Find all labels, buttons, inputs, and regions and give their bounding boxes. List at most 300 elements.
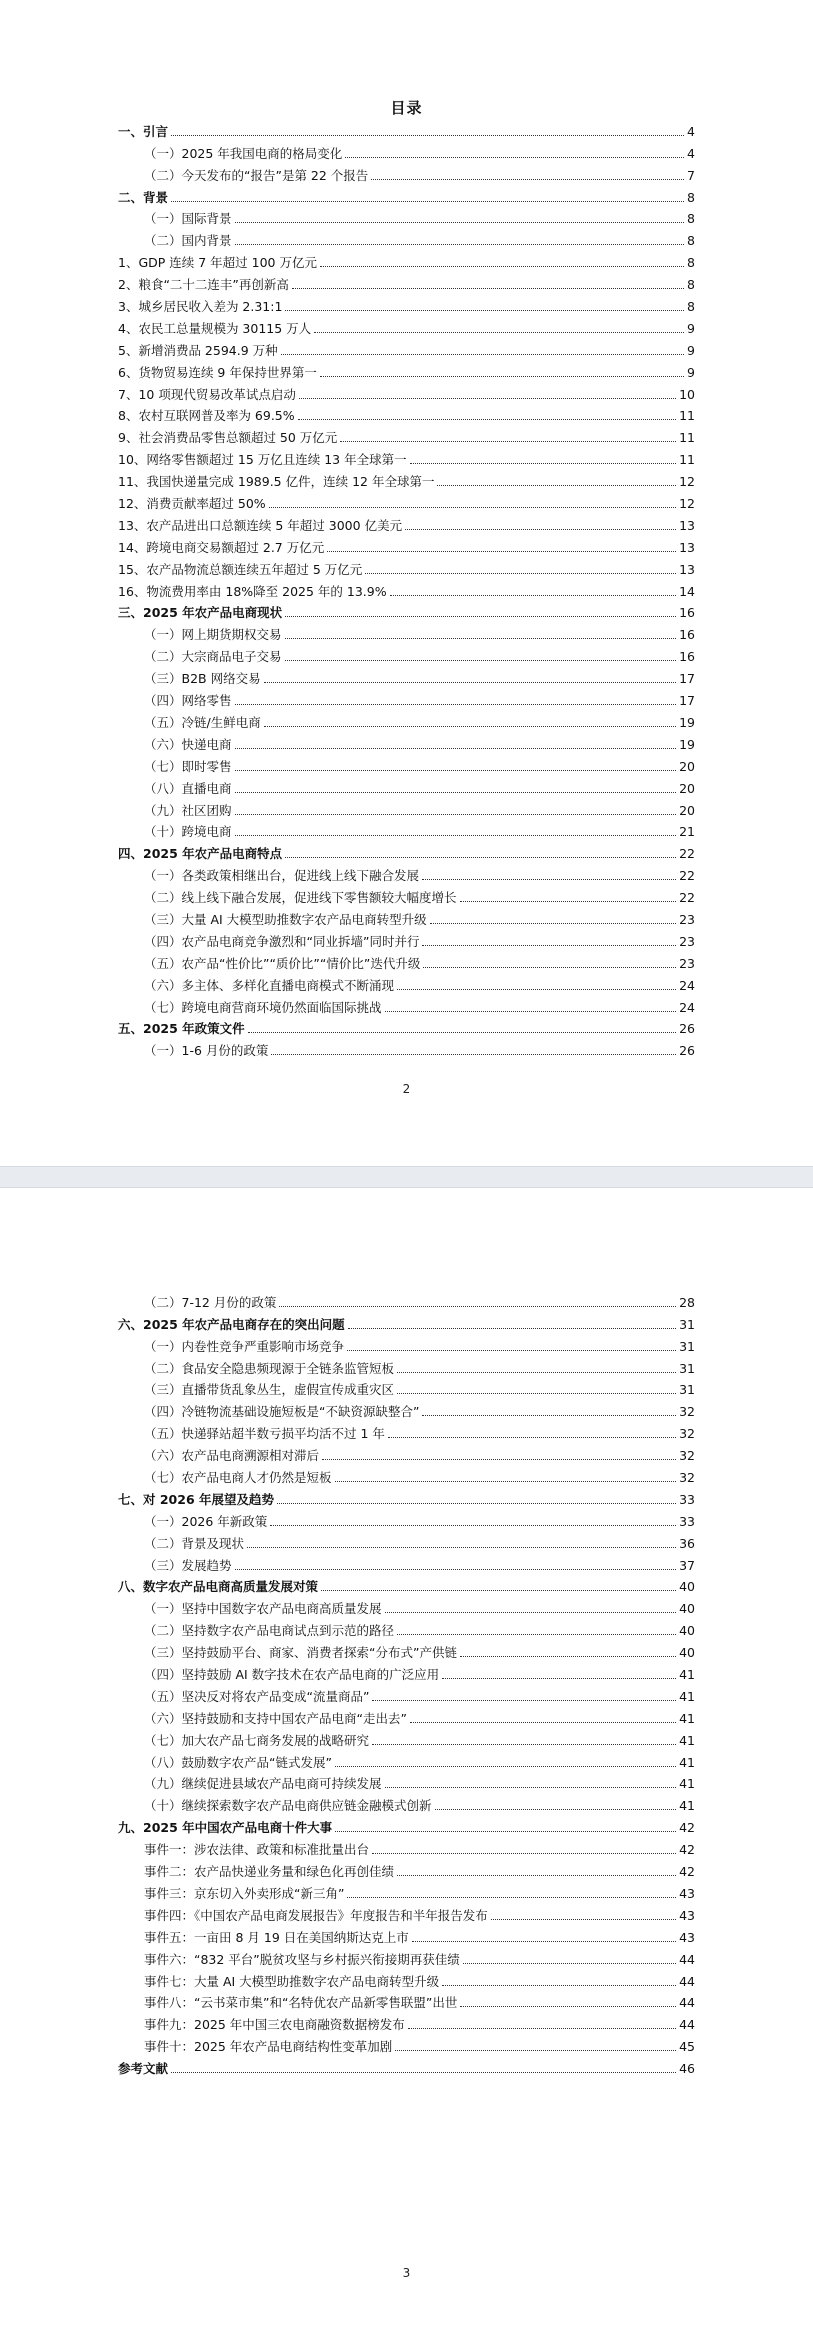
toc-leader-dots xyxy=(285,615,676,617)
toc-leader-dots xyxy=(235,703,677,705)
toc-entry-text: （二）国内背景 xyxy=(144,233,232,249)
toc-entry[interactable] xyxy=(118,1397,695,1419)
toc-entry-page: 40 xyxy=(679,1579,695,1595)
toc-leader-dots xyxy=(285,856,676,858)
toc-leader-dots xyxy=(171,134,684,136)
toc-entry[interactable] xyxy=(118,183,695,205)
toc-entry-page: 8 xyxy=(687,189,695,205)
toc-entry-text: （四）坚持鼓励 AI 数字技术在农产品电商的广泛应用 xyxy=(144,1667,440,1683)
toc-leader-dots xyxy=(397,1371,676,1373)
toc-leader-dots xyxy=(397,1874,676,1876)
toc-entry[interactable] xyxy=(118,2010,695,2032)
toc-leader-dots xyxy=(264,725,676,727)
toc-entry-page: 10 xyxy=(679,386,695,402)
toc-entry-text: 事件一：涉农法律、政策和标准批量出台 xyxy=(144,1842,370,1858)
toc-leader-dots xyxy=(285,637,677,639)
toc-entry-page: 22 xyxy=(679,890,695,906)
toc-entry-page: 11 xyxy=(679,430,695,446)
toc-entry-page: 43 xyxy=(679,1907,695,1923)
toc-entry-page: 4 xyxy=(687,123,695,139)
toc-entry-page: 26 xyxy=(679,1021,695,1037)
toc-entry-page: 37 xyxy=(679,1557,695,1573)
toc-entry-text: （四）农产品电商竞争激烈和“同业拆墙”同时并行 xyxy=(144,933,420,949)
toc-entry-page: 13 xyxy=(679,539,695,555)
toc-entry-text: 事件九：2025 年中国三农电商融资数据榜发布 xyxy=(144,2017,405,2033)
toc-entry-page: 31 xyxy=(679,1382,695,1398)
toc-entry[interactable] xyxy=(118,380,695,402)
toc-entry-text: 事件五：一亩田 8 月 19 日在美国纳斯达克上市 xyxy=(144,1929,409,1945)
toc-leader-dots xyxy=(314,331,684,333)
toc-title: 目录 xyxy=(390,99,423,117)
toc-leader-dots xyxy=(422,878,676,880)
toc-entry-text: （三）发展趋势 xyxy=(144,1557,232,1573)
toc-entry[interactable] xyxy=(118,1813,695,1835)
toc-entry[interactable] xyxy=(118,1879,695,1901)
toc-entry[interactable] xyxy=(118,796,695,818)
toc-entry-page: 41 xyxy=(679,1754,695,1770)
toc-entry-page: 41 xyxy=(679,1776,695,1792)
toc-leader-dots xyxy=(269,506,676,508)
toc-entry-text: 14、跨境电商交易额超过 2.7 万亿元 xyxy=(118,539,325,555)
toc-leader-dots xyxy=(410,1721,676,1723)
toc-entry[interactable] xyxy=(118,1594,695,1616)
toc-entry[interactable] xyxy=(118,1901,695,1923)
toc-entry-text: （二）坚持数字农产品电商试点到示范的路径 xyxy=(144,1623,395,1639)
toc-entry-page: 42 xyxy=(679,1820,695,1836)
toc-leader-dots xyxy=(285,309,684,311)
page-number: 3 xyxy=(402,2266,411,2280)
toc-entry-text: 参考文献 xyxy=(118,2061,169,2077)
toc-leader-dots xyxy=(270,1524,676,1526)
toc-entry-page: 24 xyxy=(679,999,695,1015)
toc-entry-page: 8 xyxy=(687,233,695,249)
toc-entry-text: （一）各类政策相继出台，促进线上线下融合发展 xyxy=(144,868,420,884)
toc-leader-dots xyxy=(235,834,677,836)
toc-entry[interactable] xyxy=(118,358,695,380)
toc-leader-dots xyxy=(347,1896,676,1898)
page-number: 2 xyxy=(402,1082,411,1096)
toc-entry-text: （二）今天发布的“报告”是第 22 个报告 xyxy=(144,167,369,183)
toc-entry[interactable] xyxy=(118,620,695,642)
toc-entry-text: 七、对 2026 年展望及趋势 xyxy=(118,1491,274,1507)
toc-entry[interactable] xyxy=(118,1682,695,1704)
toc-entry-text: （一）2026 年新政策 xyxy=(144,1513,268,1529)
toc-leader-dots xyxy=(412,1940,676,1942)
toc-entry-page: 8 xyxy=(687,255,695,271)
toc-entry[interactable] xyxy=(118,599,695,621)
toc-leader-dots xyxy=(345,156,684,158)
toc-entry[interactable] xyxy=(118,905,695,927)
toc-entry[interactable] xyxy=(118,1529,695,1551)
toc-entry-text: （八）直播电商 xyxy=(144,780,232,796)
toc-entry[interactable] xyxy=(118,248,695,270)
toc-entry-text: 1、GDP 连续 7 年超过 100 万亿元 xyxy=(118,255,317,271)
toc-entry-text: 九、2025 年中国农产品电商十件大事 xyxy=(118,1820,333,1836)
toc-leader-dots xyxy=(385,1611,677,1613)
toc-entry-page: 19 xyxy=(679,736,695,752)
toc-entry-text: （四）冷链物流基础设施短板是“不缺资源缺整合” xyxy=(144,1404,420,1420)
toc-leader-dots xyxy=(277,1502,676,1504)
toc-leader-dots xyxy=(335,1765,676,1767)
toc-entry-page: 44 xyxy=(679,1951,695,1967)
toc-entry-text: （一）1-6 月份的政策 xyxy=(144,1043,269,1059)
toc-entry[interactable] xyxy=(118,1332,695,1354)
toc-entry[interactable] xyxy=(118,1770,695,1792)
toc-leader-dots xyxy=(460,2005,676,2007)
toc-leader-dots xyxy=(281,353,684,355)
toc-entry-text: 3、城乡居民收入差为 2.31:1 xyxy=(118,299,283,315)
toc-entry[interactable] xyxy=(118,161,695,183)
toc-leader-dots xyxy=(335,1830,676,1832)
toc-entry-text: 5、新增消费品 2594.9 万种 xyxy=(118,342,278,358)
toc-entry-text: （三）直播带货乱象丛生，虚假宣传成重灾区 xyxy=(144,1382,395,1398)
toc-entry-text: （一）网上期货期权交易 xyxy=(144,627,282,643)
toc-leader-dots xyxy=(442,1677,676,1679)
toc-entry[interactable] xyxy=(118,1704,695,1726)
toc-entry-text: （十）跨境电商 xyxy=(144,824,232,840)
toc-leader-dots xyxy=(299,397,676,399)
toc-entry-text: （三）大量 AI 大模型助推数字农产品电商转型升级 xyxy=(144,911,427,927)
toc-entry[interactable] xyxy=(118,292,695,314)
toc-entry-page: 41 xyxy=(679,1667,695,1683)
toc-entry-page: 44 xyxy=(679,1973,695,1989)
toc-entry-text: （六）多主体、多样化直播电商模式不断涌现 xyxy=(144,977,395,993)
toc-entry-text: （七）农产品电商人才仍然是短板 xyxy=(144,1470,332,1486)
toc-entry[interactable] xyxy=(118,533,695,555)
toc-entry-page: 8 xyxy=(687,277,695,293)
toc-entry[interactable] xyxy=(118,1463,695,1485)
toc-entry[interactable] xyxy=(118,708,695,730)
toc-leader-dots xyxy=(397,988,676,990)
toc-leader-dots xyxy=(372,1699,676,1701)
toc-entry-text: （十）继续探索数字农产品电商供应链金融模式创新 xyxy=(144,1798,432,1814)
toc-entry-page: 32 xyxy=(679,1448,695,1464)
toc-entry-text: （六）坚持鼓励和支持中国农产品电商“走出去” xyxy=(144,1710,407,1726)
toc-entry-text: （五）冷链/生鲜电商 xyxy=(144,714,261,730)
toc-leader-dots xyxy=(365,572,676,574)
toc-leader-dots xyxy=(235,747,677,749)
toc-entry[interactable] xyxy=(118,949,695,971)
toc-entry-page: 46 xyxy=(679,2061,695,2077)
toc-leader-dots xyxy=(321,1589,676,1591)
toc-entry-text: 事件四：《中国农产品电商发展报告》年度报告和半年报告发布 xyxy=(144,1907,488,1923)
toc-entry-page: 4 xyxy=(687,145,695,161)
toc-entry-page: 26 xyxy=(679,1043,695,1059)
toc-leader-dots xyxy=(408,2027,676,2029)
toc-entry-page: 7 xyxy=(687,167,695,183)
toc-entry-text: 8、农村互联网普及率为 69.5% xyxy=(118,408,295,424)
toc-entry-page: 40 xyxy=(679,1623,695,1639)
toc-list xyxy=(118,117,695,1058)
toc-leader-dots xyxy=(371,178,684,180)
toc-leader-dots xyxy=(372,1852,676,1854)
toc-entry[interactable] xyxy=(118,205,695,227)
toc-entry[interactable] xyxy=(118,774,695,796)
toc-leader-dots xyxy=(397,1633,676,1635)
toc-entry[interactable] xyxy=(118,1419,695,1441)
toc-entry[interactable] xyxy=(118,577,695,599)
toc-entry-text: 15、农产品物流总额连续五年超过 5 万亿元 xyxy=(118,561,363,577)
toc-entry[interactable] xyxy=(118,927,695,949)
toc-leader-dots xyxy=(248,1031,676,1033)
toc-entry[interactable] xyxy=(118,1441,695,1463)
toc-entry[interactable] xyxy=(118,1857,695,1879)
toc-entry[interactable] xyxy=(118,861,695,883)
toc-leader-dots xyxy=(235,221,685,223)
toc-entry-text: （一）坚持中国数字农产品电商高质量发展 xyxy=(144,1601,382,1617)
toc-entry-text: （九）社区团购 xyxy=(144,802,232,818)
toc-entry-text: 事件八：“云书菜市集”和“名特优农产品新零售联盟”出世 xyxy=(144,1995,458,2011)
toc-entry-page: 44 xyxy=(679,2017,695,2033)
toc-entry[interactable] xyxy=(118,423,695,445)
toc-entry-page: 33 xyxy=(679,1491,695,1507)
toc-entry-page: 44 xyxy=(679,1995,695,2011)
toc-entry-text: 11、我国快递量完成 1989.5 亿件，连续 12 年全球第一 xyxy=(118,474,435,490)
toc-entry-page: 9 xyxy=(687,364,695,380)
toc-entry[interactable] xyxy=(118,511,695,533)
toc-entry-text: 13、农产品进出口总额连续 5 年超过 3000 亿美元 xyxy=(118,517,403,533)
toc-entry-page: 42 xyxy=(679,1864,695,1880)
toc-entry[interactable] xyxy=(118,1791,695,1813)
toc-entry-page: 28 xyxy=(679,1294,695,1310)
toc-leader-dots xyxy=(171,2071,676,2073)
toc-entry[interactable] xyxy=(118,467,695,489)
toc-entry[interactable] xyxy=(118,270,695,292)
toc-entry[interactable] xyxy=(118,117,695,139)
toc-entry[interactable] xyxy=(118,314,695,336)
toc-leader-dots xyxy=(320,375,684,377)
toc-entry-page: 41 xyxy=(679,1732,695,1748)
toc-entry[interactable] xyxy=(118,489,695,511)
toc-leader-dots xyxy=(235,813,677,815)
toc-entry-page: 20 xyxy=(679,802,695,818)
toc-entry-text: 6、货物贸易连续 9 年保持世界第一 xyxy=(118,364,317,380)
toc-entry-page: 45 xyxy=(679,2039,695,2055)
toc-entry[interactable] xyxy=(118,139,695,161)
toc-leader-dots xyxy=(279,1305,676,1307)
toc-entry-text: 六、2025 年农产品电商存在的突出问题 xyxy=(118,1316,345,1332)
toc-leader-dots xyxy=(320,265,684,267)
toc-entry[interactable] xyxy=(118,336,695,358)
toc-entry[interactable] xyxy=(118,226,695,248)
toc-leader-dots xyxy=(335,1480,677,1482)
toc-entry-text: 事件二：农产品快递业务量和绿色化再创佳绩 xyxy=(144,1864,395,1880)
toc-entry[interactable] xyxy=(118,1015,695,1037)
toc-entry-page: 40 xyxy=(679,1645,695,1661)
toc-leader-dots xyxy=(347,1349,676,1351)
toc-entry[interactable] xyxy=(118,993,695,1015)
toc-entry-page: 8 xyxy=(687,299,695,315)
toc-entry-text: 八、数字农产品电商高质量发展对策 xyxy=(118,1579,319,1595)
toc-entry[interactable] xyxy=(118,752,695,774)
toc-entry-page: 21 xyxy=(679,824,695,840)
toc-entry-page: 33 xyxy=(679,1513,695,1529)
toc-entry-page: 19 xyxy=(679,714,695,730)
toc-entry[interactable] xyxy=(118,1945,695,1967)
toc-leader-dots xyxy=(235,1568,677,1570)
toc-entry-text: （九）继续促进县域农产品电商可持续发展 xyxy=(144,1776,382,1792)
toc-entry-page: 13 xyxy=(679,517,695,533)
toc-entry-page: 8 xyxy=(687,211,695,227)
toc-leader-dots xyxy=(397,1392,676,1394)
toc-entry[interactable] xyxy=(118,445,695,467)
toc-entry-page: 40 xyxy=(679,1601,695,1617)
toc-entry-text: 16、物流费用率由 18%降至 2025 年的 13.9% xyxy=(118,583,387,599)
toc-entry[interactable] xyxy=(118,1967,695,1989)
toc-entry-text: （三）坚持鼓励平台、商家、消费者探索“分布式”产供链 xyxy=(144,1645,457,1661)
toc-leader-dots xyxy=(460,1655,676,1657)
toc-leader-dots xyxy=(423,966,676,968)
toc-entry-text: （六）农产品电商溯源相对滞后 xyxy=(144,1448,320,1464)
toc-entry-page: 31 xyxy=(679,1338,695,1354)
toc-entry-page: 12 xyxy=(679,496,695,512)
toc-entry-text: 四、2025 年农产品电商特点 xyxy=(118,846,283,862)
toc-leader-dots xyxy=(390,594,676,596)
toc-leader-dots xyxy=(435,1808,677,1810)
toc-leader-dots xyxy=(430,922,676,924)
toc-entry-page: 31 xyxy=(679,1360,695,1376)
toc-leader-dots xyxy=(171,200,684,202)
toc-entry-text: 事件三：京东切入外卖形成“新三角” xyxy=(144,1885,345,1901)
toc-entry-text: （五）农产品“性价比”“质价比”“情价比”迭代升级 xyxy=(144,955,421,971)
toc-entry-page: 14 xyxy=(679,583,695,599)
toc-leader-dots xyxy=(327,550,676,552)
toc-entry-page: 32 xyxy=(679,1470,695,1486)
toc-entry-text: 事件六：“832 平台”脱贫攻坚与乡村振兴衔接期再获佳绩 xyxy=(144,1951,460,1967)
toc-leader-dots xyxy=(442,1984,676,1986)
document-page-2 xyxy=(0,0,813,1166)
toc-entry-text: 二、背景 xyxy=(118,189,169,205)
toc-leader-dots xyxy=(235,243,685,245)
toc-entry-text: （三）B2B 网络交易 xyxy=(144,671,261,687)
toc-leader-dots xyxy=(235,769,677,771)
toc-entry-text: （一）国际背景 xyxy=(144,211,232,227)
toc-entry[interactable] xyxy=(118,1310,695,1332)
toc-leader-dots xyxy=(340,440,676,442)
toc-entry[interactable] xyxy=(118,1835,695,1857)
toc-entry-page: 9 xyxy=(687,342,695,358)
toc-entry-page: 43 xyxy=(679,1885,695,1901)
toc-entry[interactable] xyxy=(118,1616,695,1638)
toc-entry-text: 五、2025 年政策文件 xyxy=(118,1021,245,1037)
toc-entry[interactable] xyxy=(118,1551,695,1573)
toc-entry[interactable] xyxy=(118,1507,695,1529)
toc-leader-dots xyxy=(491,1918,676,1920)
toc-leader-dots xyxy=(405,528,676,530)
toc-leader-dots xyxy=(422,1414,676,1416)
toc-leader-dots xyxy=(372,1743,676,1745)
toc-entry-text: 事件七：大量 AI 大模型助推数字农产品电商转型升级 xyxy=(144,1973,440,1989)
toc-entry-page: 16 xyxy=(679,649,695,665)
toc-entry-page: 22 xyxy=(679,868,695,884)
toc-entry-text: （二）线上线下融合发展，促进线下零售额较大幅度增长 xyxy=(144,890,457,906)
toc-entry-text: （一）内卷性竞争严重影响市场竞争 xyxy=(144,1338,345,1354)
toc-entry[interactable] xyxy=(118,1354,695,1376)
page-separator xyxy=(0,1166,813,1188)
toc-entry[interactable] xyxy=(118,1638,695,1660)
toc-leader-dots xyxy=(322,1458,676,1460)
toc-entry-page: 41 xyxy=(679,1710,695,1726)
toc-entry[interactable] xyxy=(118,642,695,664)
toc-entry[interactable] xyxy=(118,2032,695,2054)
toc-entry-page: 24 xyxy=(679,977,695,993)
toc-entry[interactable] xyxy=(118,1989,695,2011)
toc-entry-text: 2、粮食“二十二连丰”再创新高 xyxy=(118,277,289,293)
toc-leader-dots xyxy=(385,1786,677,1788)
toc-entry[interactable] xyxy=(118,686,695,708)
toc-leader-dots xyxy=(437,484,676,486)
toc-entry[interactable] xyxy=(118,730,695,752)
toc-entry-page: 20 xyxy=(679,780,695,796)
toc-entry-page: 43 xyxy=(679,1929,695,1945)
toc-entry[interactable] xyxy=(118,818,695,840)
toc-entry[interactable] xyxy=(118,1036,695,1058)
toc-entry[interactable] xyxy=(118,971,695,993)
toc-entry-page: 20 xyxy=(679,758,695,774)
toc-entry[interactable] xyxy=(118,883,695,905)
toc-entry-page: 42 xyxy=(679,1842,695,1858)
toc-leader-dots xyxy=(292,287,684,289)
toc-entry-text: （一）2025 年我国电商的格局变化 xyxy=(144,145,343,161)
toc-entry[interactable] xyxy=(118,839,695,861)
toc-entry[interactable] xyxy=(118,2054,695,2076)
toc-entry[interactable] xyxy=(118,402,695,424)
toc-entry-text: （二）背景及现状 xyxy=(144,1535,245,1551)
toc-leader-dots xyxy=(285,659,677,661)
toc-entry[interactable] xyxy=(118,555,695,577)
toc-entry-text: （四）网络零售 xyxy=(144,693,232,709)
toc-entry-text: （七）跨境电商营商环境仍然面临国际挑战 xyxy=(144,999,382,1015)
toc-entry-text: （七）加大农产品七商务发展的战略研究 xyxy=(144,1732,370,1748)
toc-entry[interactable] xyxy=(118,664,695,686)
toc-leader-dots xyxy=(264,681,677,683)
toc-entry-page: 17 xyxy=(679,671,695,687)
toc-leader-dots xyxy=(410,462,676,464)
toc-entry-text: （二）7-12 月份的政策 xyxy=(144,1294,277,1310)
toc-list xyxy=(118,1288,695,2076)
toc-entry-page: 22 xyxy=(679,846,695,862)
toc-entry-page: 41 xyxy=(679,1798,695,1814)
toc-entry[interactable] xyxy=(118,1923,695,1945)
toc-entry-page: 16 xyxy=(679,627,695,643)
toc-entry[interactable] xyxy=(118,1748,695,1770)
toc-leader-dots xyxy=(388,1436,676,1438)
toc-entry[interactable] xyxy=(118,1376,695,1398)
toc-entry-text: （五）坚决反对将农产品变成“流量商品” xyxy=(144,1688,370,1704)
toc-entry[interactable] xyxy=(118,1726,695,1748)
toc-entry-page: 12 xyxy=(679,474,695,490)
toc-entry[interactable] xyxy=(118,1485,695,1507)
toc-entry-page: 23 xyxy=(679,911,695,927)
toc-entry-page: 23 xyxy=(679,933,695,949)
toc-entry-text: （五）快递驿站超半数亏损平均活不过 1 年 xyxy=(144,1426,385,1442)
toc-entry-page: 11 xyxy=(679,452,695,468)
toc-leader-dots xyxy=(235,791,677,793)
toc-entry[interactable] xyxy=(118,1288,695,1310)
toc-entry-text: （七）即时零售 xyxy=(144,758,232,774)
toc-entry-text: 9、社会消费品零售总额超过 50 万亿元 xyxy=(118,430,338,446)
toc-entry-page: 11 xyxy=(679,408,695,424)
toc-entry-page: 32 xyxy=(679,1404,695,1420)
toc-entry-page: 23 xyxy=(679,955,695,971)
toc-leader-dots xyxy=(348,1327,676,1329)
toc-entry[interactable] xyxy=(118,1660,695,1682)
toc-entry[interactable] xyxy=(118,1573,695,1595)
toc-leader-dots xyxy=(422,944,676,946)
toc-entry-text: （八）鼓励数字农产品“链式发展” xyxy=(144,1754,332,1770)
toc-leader-dots xyxy=(298,418,676,420)
document-page-3 xyxy=(0,1188,813,2336)
